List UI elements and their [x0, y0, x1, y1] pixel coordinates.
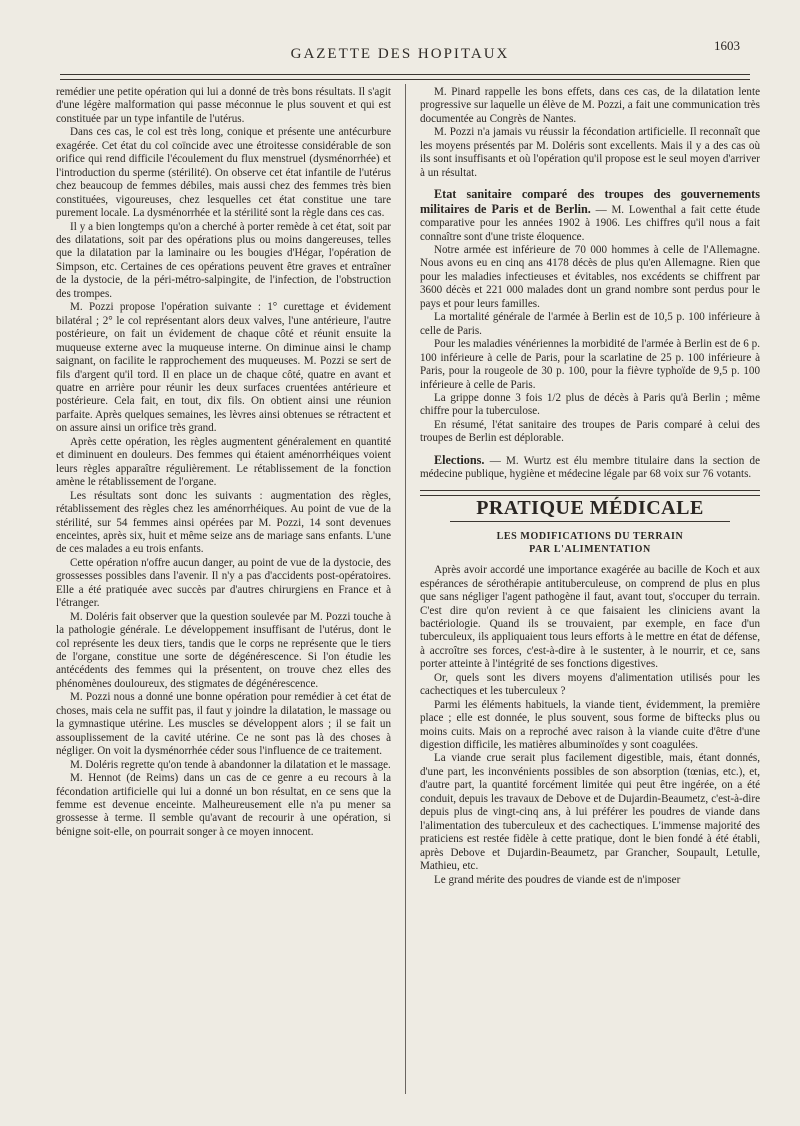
page-number: 1603: [714, 38, 740, 53]
elections-text: — M. Wurtz est élu membre titulaire dans la section de médecine publique, hygiène et médecine légale par 68 voix sur 76 votants.: [420, 454, 760, 481]
paragraph: Il y a bien longtemps qu'on a cherché à porter remède à cet état, soit par des dilatations, soit par des opérations plus ou moins dangereuses, telles que la dilatation par la laminaire ou les bougies d'Hégar, l'opération de Simpson, etc. Certaines de ces opérations peuvent être graves et entraîner de la dystocie, de la péri-métro-salpingite, de l'infection, de l'obstruction des trompes.: [56, 220, 391, 300]
paragraph: En résumé, l'état sanitaire des troupes de Paris comparé à celui des troupes de Berlin est déplorable.: [420, 418, 760, 445]
article-heading-line-1: LES MODIFICATIONS DU TERRAIN: [496, 531, 684, 543]
paragraph: Après avoir accordé une importance exagérée au bacille de Koch et aux espérances de sérothérapie antituberculeuse, on comprend de plus en plus que sans négliger l'agent pathogène il faut, avant tout, s'occuper du terrain. C'est dire qu'on revient à ce que faisaient les cliniciens avant la bactériologie. Quand ils se trouvaient, par exemple, en face d'un tuberculeux, ils appliquaient tous leurs efforts à le mettre en état de défense, à accroître ses forces, c'est-à-dire à le sustenter, à le nourrir, et ce, sans porter atteinte à l'intégrité de ses fonctions digestives.: [420, 564, 760, 671]
spacer: [420, 556, 760, 564]
paragraph: M. Pozzi n'a jamais vu réussir la fécondation artificielle. Il reconnaît que les moyens présentés par M. Doléris sont excellents. Mais il y a des cas où ils sont insuffisants et où l'opération qu'il propose est le seul moyen d'arriver à un résultat.: [420, 126, 760, 179]
elections-heading: Elections.: [434, 452, 485, 467]
etat-lead: — M. Lowenthal a fait cette étude comparative pour les années 1902 à 1906. Les chiffres qu'il nous a fait connaître sont d'une triste éloquence.: [420, 203, 760, 243]
paragraph: M. Hennot (de Reims) dans un cas de ce genre a eu recours à la fécondation artificielle qui lui a donné un bon résultat, en ce sens que la femme est devenue enceinte. Malheureusement elle n'a pu mener sa grossesse à terme. Il semble qu'avant de recourir à une opération, si bénigne soit-elle, on pourrait songer à ce moyen innocent.: [56, 772, 391, 838]
section-title: PRATIQUE MÉDICALE: [476, 496, 704, 519]
paragraph: Pour les maladies vénériennes la morbidité de l'armée à Berlin est de 6 p. 100 inférieure à celle de Paris, pour la scarlatine de 25 p. 100 inférieure à Paris, pour la rougeole de 30 p. 100, pour la fièvre typhoïde de 9,5 p. 100 inférieure à celle de Paris.: [420, 338, 760, 391]
elections-paragraph: [420, 454, 760, 482]
paragraph: Or, quels sont les divers moyens d'alimentation utilisés pour les cachectiques et les tuberculeux ?: [420, 671, 760, 698]
paragraph: M. Doléris regrette qu'on tende à abandonner la dilatation et le massage.: [70, 758, 391, 771]
etat-heading: Etat sanitaire comparé des troupes des gouvernements militaires de Paris et de Berlin.: [420, 187, 760, 216]
left-column: [56, 86, 391, 839]
paragraph: Le grand mérite des poudres de viande est de n'imposer: [434, 873, 681, 886]
paragraph: Parmi les éléments habituels, la viande tient, évidemment, la première place ; elle est donnée, le plus souvent, sous forme de biftecks plus ou moins cuits. Mais on a reproché avec raison à la viande cuite d'être d'une digestion difficile, les matières albuminoïdes y sont coagulées.: [420, 698, 760, 752]
article-heading-line-2: PAR L'ALIMENTATION: [529, 544, 651, 556]
page-header-title: GAZETTE DES HOPITAUX: [290, 46, 510, 62]
paragraph: M. Doléris fait observer que la question soulevée par M. Pozzi touche à la pathologie générale. Le développement insuffisant de l'utérus, dont le col représente les deux tiers, tandis que le corps ne représente que le tiers de l'organe, constitue une sorte de dégénérescence. Si l'on étudie les antécédents des femmes qui la présentent, on trouve chez elles des phénomènes douloureux, des stigmates de dégénérescence.: [56, 610, 391, 690]
paragraph: Après cette opération, les règles augmentent généralement en quantité et diminuent en douleurs. Des femmes qui étaient aménorrhéiques voient leurs règles apparaître régulièrement. Le rétablissement de la fonction amène le rétablissement de l'organe.: [56, 435, 391, 489]
header-double-rule: [60, 74, 750, 80]
right-column: [420, 86, 760, 887]
paragraph: Dans ces cas, le col est très long, conique et présente une antécurbure exagérée. Cet état du col coïncide avec une étroitesse considérable de son orifice qui rend difficile l'écoulement du flux menstruel (dysménorrhée) et l'introduction du sperme (stérilité). On observe cet état infantile de l'utérus chez beaucoup de femmes débiles, mais aussi chez des femmes très bien constituées, vigoureuses, chez lesquelles cet état constitue une tare purement locale. La dysménorrhée et la stérilité sont la règle dans ces cas.: [56, 126, 391, 220]
column-divider: [405, 84, 406, 1094]
paragraph: La mortalité générale de l'armée à Berlin est de 10,5 p. 100 inférieure à celle de Paris.: [420, 311, 760, 337]
paragraph: M. Pinard rappelle les bons effets, dans ces cas, de la dilatation lente progressive sur laquelle un élève de M. Pozzi, a fait une communication très documentée au Congrès de Nantes.: [420, 86, 760, 125]
etat-paragraph: [420, 188, 760, 244]
paragraph: La viande crue serait plus facilement digestible, mais, étant donnés, d'une part, les inconvénients possibles de son absorption (tœnias, etc.), et, d'autre part, la quantité forcément limitée qui peut être ingérée, on a été conduit, depuis les travaux de Debove et de Dujardin-Beaumetz, c'est-à-dire depuis plus de vingt-cinq ans, à lui préférer les poudres de viande dans l'alimentation des tuberculeux et des cachectiques. L'immense majorité des praticiens est restée fidèle à cette pratique, dont le bien fondé à été établi, après Debove et Dujardin-Beaumetz, par Grancher, Soupault, Letulle, Mathieu, etc.: [420, 752, 760, 873]
paragraph: M. Pozzi propose l'opération suivante : 1° curettage et évidement bilatéral ; 2° le col représentant alors deux valves, l'une antérieure, l'autre postérieure, on fait un évidement de chaque côté et réunit ensuite la muqueuse externe avec la muqueuse interne. On diminue ainsi le champ saignant, on facilite le rapprochement des muqueuses. M. Pozzi se sert de fils d'argent qu'il tord. Il en place un de chaque côté, quatre en avant et quatre en arrière pour réunir les deux surfaces cruentées antérieure et postérieure. Cela fait, en tout, dix fils. On obtient ainsi une réunion parfaite. Après quelques semaines, les lèvres ainsi obtenues se rétractent et on assure ainsi un orifice très grand.: [56, 301, 391, 435]
paragraph: Notre armée est inférieure de 70 000 hommes à celle de l'Allemagne. Nous avons eu en cinq ans 4178 décès de plus qu'en Allemagne. Rien que pour les maladies infectieuses et évitables, nos excédents se chiffrent par 3600 décès et 221 000 malades dont un grand nombre sont perdus pour le pays et pour leurs familles.: [420, 243, 760, 310]
section-rule: [450, 521, 730, 522]
paragraph: Cette opération n'offre aucun danger, au point de vue de la dystocie, des grossesses possibles dans l'avenir. Il n'y a pas d'accidents post-opératoires. Elle a été pratiquée avec succès par d'autres chirurgiens en France et à l'étranger.: [56, 556, 391, 610]
paragraph: M. Pozzi nous a donné une bonne opération pour remédier à cet état de choses, mais cela ne suffit pas, il faut y joindre la dilatation, le massage ou la gymnastique utérine. Les muscles se développent alors ; il se fait un assouplissement de la cavité utérine. Ce ne sont pas là des choses à négliger. On voit la dysménorrhée céder sous l'influence de ce traitement.: [56, 691, 391, 758]
section-double-rule: [420, 490, 760, 496]
paragraph: remédier une petite opération qui lui a donné de très bons résultats. Il s'agit d'une légère malformation qui passe méconnue le plus souvent et qui est constituée par un type infantile de l'utérus.: [56, 86, 391, 125]
paragraph: La grippe donne 3 fois 1/2 plus de décès à Paris qu'à Berlin ; même chiffre pour la tuberculose.: [420, 391, 760, 418]
paragraph: Les résultats sont donc les suivants : augmentation des règles, rétablissement des règles chez les aménorrhéiques. Au point de vue de la stérilité, sur 54 femmes ainsi opérées par M. Pozzi, 14 sont devenues enceintes, après six, huit et même seize ans de mariage sans enfants. L'une de ces malades a eu trois enfants.: [56, 489, 391, 556]
